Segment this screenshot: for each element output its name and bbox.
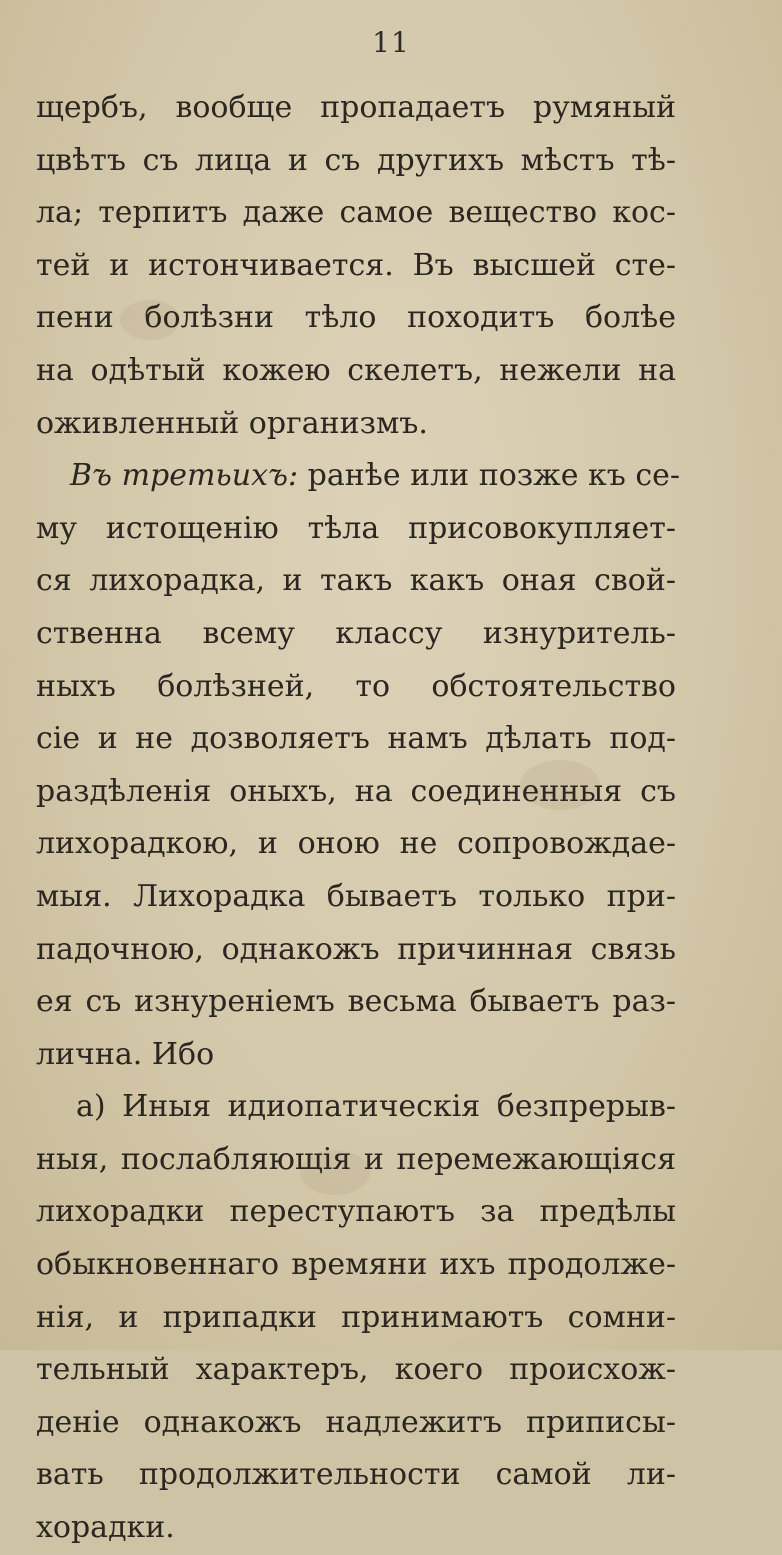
text-line — [36, 503, 676, 556]
line-text: деніе однакожъ надлежитъ приписы- — [36, 1404, 676, 1440]
line-text: раздѣленія оныхъ, на соединенныя съ — [36, 773, 676, 809]
line-text: лихорадки переступаютъ за предѣлы — [36, 1194, 676, 1230]
text-line — [36, 135, 676, 188]
line-text: на одѣтый кожею скелетъ, нежели на — [36, 352, 676, 388]
text-line — [36, 450, 681, 503]
text-line — [36, 608, 676, 661]
text-line — [36, 1397, 676, 1450]
text-line — [36, 1081, 676, 1134]
line-text: сіе и не дозволяетъ намъ дѣлать под- — [36, 721, 676, 757]
line-text: цвѣтъ съ лица и съ другихъ мѣстъ тѣ- — [36, 142, 676, 178]
line-text: падочною, однакожъ причинная связь — [36, 931, 676, 967]
line-text: ся лихорадка, и такъ какъ оная свой- — [36, 563, 676, 599]
text-line — [36, 345, 676, 398]
text-line — [36, 1029, 676, 1082]
text-line — [36, 1186, 676, 1239]
line-text: хорадки. — [36, 1510, 175, 1546]
text-line — [36, 924, 676, 977]
line-text: оживленный организмъ. — [36, 405, 428, 441]
text-line — [36, 1344, 676, 1397]
line-text: ныхъ болѣзней, то обстоятельство — [36, 668, 676, 704]
text-line — [36, 766, 676, 819]
text-line — [36, 1134, 676, 1187]
line-text: обыкновеннаго времяни ихъ продолже- — [36, 1247, 676, 1283]
line-text: тей и истончивается. Въ высшей сте- — [36, 247, 676, 283]
line-text: нія, и припадки принимаютъ сомни- — [36, 1299, 676, 1335]
text-line — [36, 82, 676, 135]
line-text: лихорадкою, и оною не сопровождае- — [36, 826, 676, 862]
text-line — [36, 871, 676, 924]
text-line — [36, 1292, 676, 1345]
text-line — [36, 976, 676, 1029]
text-line — [36, 292, 676, 345]
text-line — [36, 1502, 676, 1555]
line-text: вать продолжительности самой ли- — [36, 1457, 676, 1493]
line-text: лична. Ибо — [36, 1036, 215, 1072]
text-line — [36, 1449, 676, 1502]
line-text: ея съ изнуреніемъ весьма бываетъ раз- — [36, 984, 676, 1020]
text-line — [36, 555, 676, 608]
text-line — [36, 661, 676, 714]
line-text: ныя, послабляющія и перемежающіяся — [36, 1141, 676, 1177]
line-text: а) Иныя идиопатическія безпрерыв- — [76, 1089, 676, 1125]
text-line — [36, 187, 676, 240]
line-text: мыя. Лихорадка бываетъ только при- — [36, 878, 676, 914]
line-text: ственна всему классу изнуритель- — [36, 615, 676, 651]
body-text — [36, 82, 681, 1555]
text-line — [36, 818, 676, 871]
text-line — [36, 398, 676, 451]
line-text: щербъ, вообще пропадаетъ румяный — [36, 90, 676, 125]
line-text: ранѣе или позже къ се- — [298, 458, 681, 494]
line-text: му истощенію тѣла присовокупляет- — [36, 510, 676, 546]
line-text: ла; терпитъ даже самое вещество кос- — [36, 195, 676, 231]
text-line — [36, 1239, 676, 1292]
text-line — [36, 713, 676, 766]
line-text: тельный характеръ, коего происхож- — [36, 1352, 676, 1388]
text-line — [36, 240, 676, 293]
page-number: 11 — [372, 26, 410, 59]
italic-phrase: Въ третьихъ: — [70, 458, 299, 494]
line-text: пени болѣзни тѣло походитъ болѣе — [36, 300, 676, 336]
